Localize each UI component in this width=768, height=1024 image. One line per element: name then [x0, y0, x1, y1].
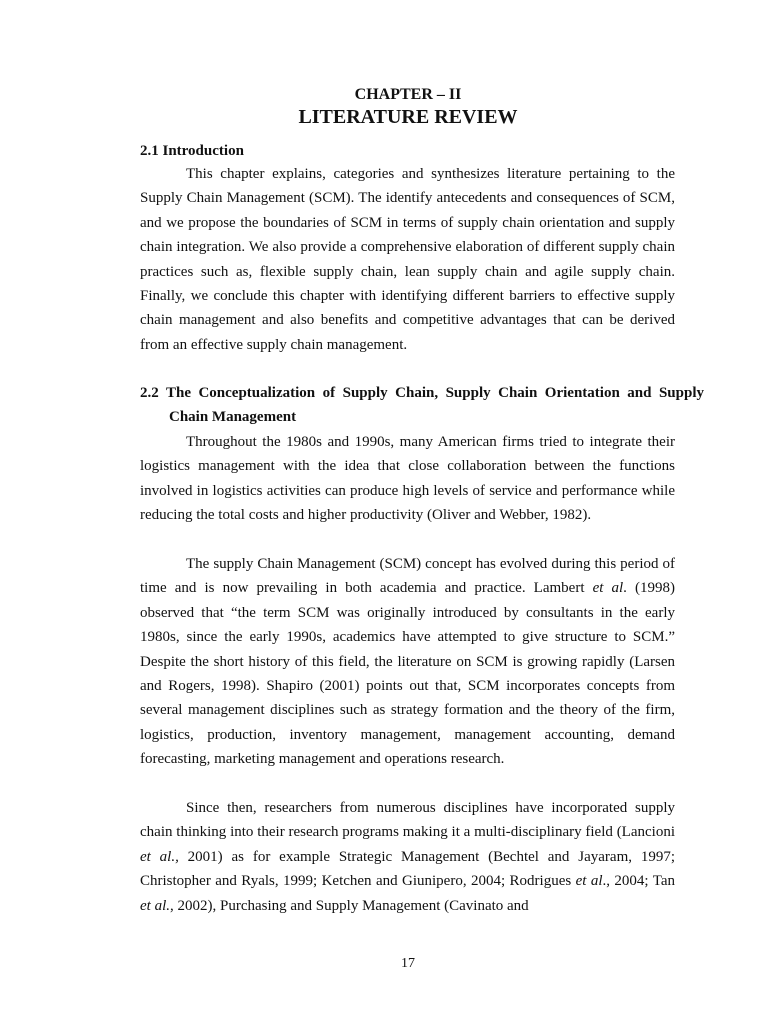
conceptualization-paragraph-2: [140, 552, 675, 772]
chapter-label: CHAPTER – II: [354, 86, 462, 103]
conceptualization-paragraph-3: [140, 796, 675, 918]
chapter-title: LITERATURE REVIEW: [298, 106, 518, 128]
introduction-paragraph: This chapter explains, categories and synthesizes literature pertaining to the Supply Chain Management (SCM). The identify antecedents and consequences of SCM, and we propose the boundaries of SCM in terms of supply chain orientation and supply chain integration. We also provide a comprehensive elaboration of different supply chain practices such as, flexible supply chain, lean supply chain and agile supply chain. Finally, we conclude this chapter with identifying different barriers to effective supply chain management and also benefits and competitive advantages that can be derived from an effective supply chain management.: [140, 166, 675, 353]
section-heading-introduction: 2.1 Introduction: [140, 143, 244, 159]
paragraph-2-et-al: et al: [592, 580, 624, 597]
paragraph-2-text-b: . (1998) observed that “the term SCM was originally introduced by consultants in the early 1980s, since the early 1990s, academics have attempted to give structure to SCM.” Despite the short history of this field, the literature on SCM is growing rapidly (Larsen and Rogers, 1998). Shapiro (2001) points out that, SCM incorporates concepts from several management disciplines such as strategy formation and the theory of the firm, logistics, production, inventory management, management accounting, demand forecasting, marketing management and operations research.: [140, 580, 675, 768]
page-number: 17: [401, 956, 415, 971]
conceptualization-paragraph-1: Throughout the 1980s and 1990s, many American firms tried to integrate their logistics management with the idea that close collaboration between the functions involved in logistics activities can produce high levels of service and performance while reducing the total costs and higher productivity (Oliver and Webber, 1982).: [140, 434, 675, 524]
paragraph-2-text-a: The supply Chain Management (SCM) concept has evolved during this period of time and is now prevailing in both academia and practice. Lambert: [140, 556, 675, 597]
paragraph-3-text-c: ., 2004; Tan: [602, 873, 676, 890]
paragraph-3-et-al-2: et al: [575, 873, 603, 890]
paragraph-3-text-d: , 2002), Purchasing and Supply Management (Cavinato and: [170, 897, 529, 914]
paragraph-3-et-al-3: et al.: [140, 897, 170, 914]
paragraph-3-text-a: Since then, researchers from numerous disciplines have incorporated supply chain thinking into their research programs making it a multi-disciplinary field (Lancioni: [140, 800, 675, 841]
paragraph-3-text-b: 2001) as for example Strategic Management (Bechtel and Jayaram, 1997; Christopher and Ryals, 1999; Ketchen and Giunipero, 2004; Rodrigues: [140, 848, 675, 890]
paragraph-3-et-al-1: et al.,: [140, 848, 179, 865]
section-heading-conceptualization: 2.2 The Conceptualization of Supply Chain, Supply Chain Orientation and Supply Chain Management: [140, 385, 704, 426]
